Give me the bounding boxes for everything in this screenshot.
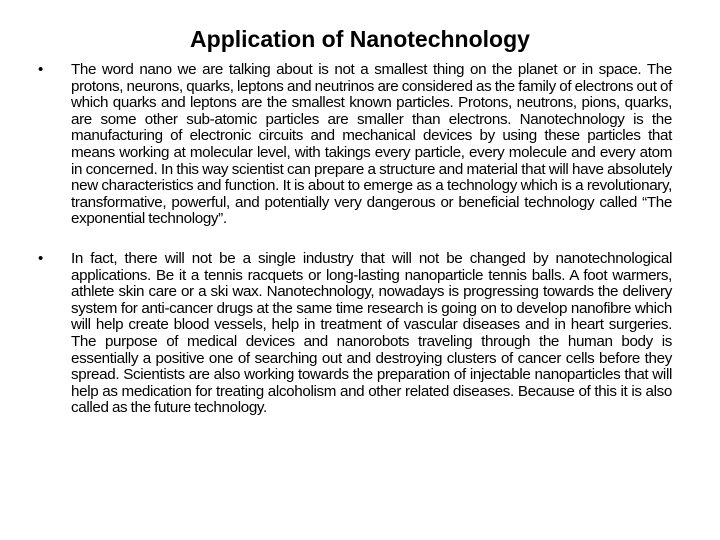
bullet-list [38, 62, 672, 417]
bullet-item [38, 251, 672, 417]
bullet-item [38, 62, 672, 228]
bullet-text: The word nano we are talking about is not a smallest thing on the planet or in space. The protons, neurons, quarks, leptons and neutrinos are considered as the family of electrons out of which quarks and leptons are the smallest known particles. Protons, neutrons, pions, quarks, are some other sub-atomic particles are smaller than electrons. Nanotechnology is the manufacturing of electronic circuits and mechanical devices by using these particles that means working at molecular level, with takings every particle, every molecule and every atom in concerned. In this way scientist can prepare a structure and material that will have absolutely new characteristics and function. It is about to emerge as a technology which is a revolutionary, transformative, powerful, and potentially very dangerous or beneficial technology called “The exponential technology”. [71, 61, 672, 228]
slide-title: Application of Nanotechnology [190, 26, 530, 52]
bullet-marker-icon: • [38, 249, 44, 267]
bullet-marker-icon: • [38, 61, 44, 78]
bullet-text: In fact, there will not be a single industry that will not be changed by nanotechnological applications. Be it a tennis racquets or long-lasting nanoparticle tennis balls. A foot warmers, athlete skin care or a ski wax. Nanotechnology, nowadays is progressing towards the delivery system for anti-cancer drugs at the same time research is going on to develop nanofibre which will help create blood vessels, help in treatment of vascular diseases and in heart surgeries. The purpose of medical devices and nanorobots traveling through the human body is essentially a positive one of searching out and destroying clusters of cancer cells before they spread. Scientists are also working towards the preparation of injectable nanoparticles that will help as medication for treating alcoholism and other related diseases. Because of this it is also called as the future technology. [71, 249, 672, 417]
